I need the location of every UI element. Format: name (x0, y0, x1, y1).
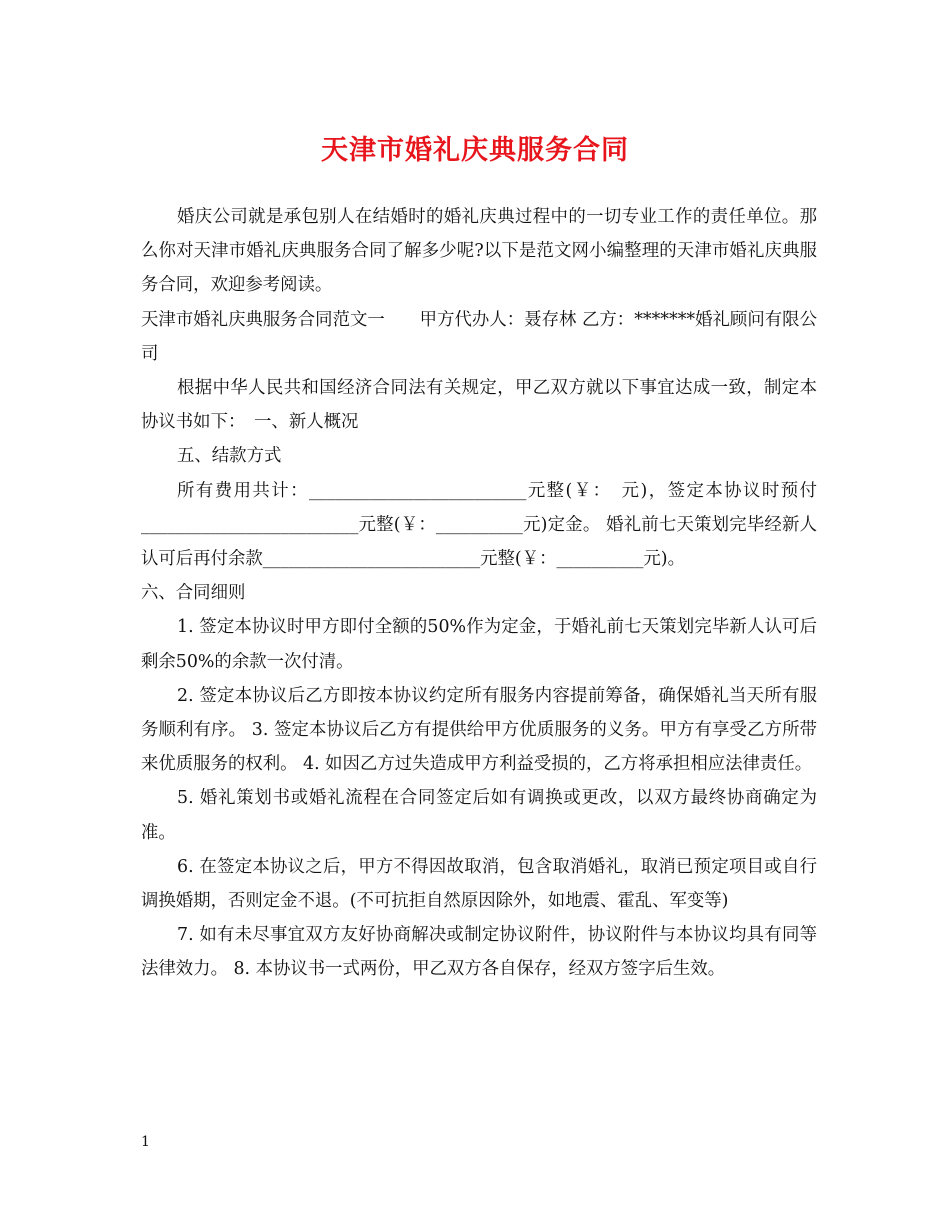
clause-2-4: 2. 签定本协议后乙方即按本协议约定所有服务内容提前筹备，确保婚礼当天所有服务顺利有序。 3. 签定本协议后乙方有提供给甲方优质服务的义务。甲方有享受乙方所带来优质服务的权利。 4. 如因乙方过失造成甲方利益受损的，乙方将承担相应法律责任。 (141, 685, 817, 775)
paragraph-preamble: 根据中华人民共和国经济合同法有关规定，甲乙双方就以下事宜达成一致，制定本协议书如下： 一、新人概况 (141, 378, 817, 433)
page-number: 1 (141, 1134, 150, 1150)
section-heading-payment: 五、结款方式 (177, 446, 282, 467)
clause-1: 1. 签定本协议时甲方即付全额的50%作为定金，于婚礼前七天策划完毕新人认可后剩余50%的余款一次付清。 (141, 617, 817, 672)
clause-7-8: 7. 如有未尽事宜双方友好协商解决或制定协议附件，协议附件与本协议均具有同等法律效力。 8. 本协议书一式两份，甲乙双方各自保存，经双方签字后生效。 (141, 925, 817, 980)
paragraph-intro: 婚庆公司就是承包别人在结婚时的婚礼庆典过程中的一切专业工作的责任单位。那么你对天津市婚礼庆典服务合同了解多少呢?以下是范文网小编整理的天津市婚礼庆典服务合同，欢迎参考阅读。 (141, 207, 817, 296)
document-title: 天津市婚礼庆典服务合同 (321, 135, 629, 166)
paragraph-parties: 天津市婚礼庆典服务合同范文一 甲方代办人：聂存林 乙方：*******婚礼顾问有限公司 (141, 309, 817, 364)
document-body (141, 200, 817, 987)
clause-6: 6. 在签定本协议之后，甲方不得因故取消，包含取消婚礼，取消已预定项目或自行调换婚期，否则定金不退。(不可抗拒自然原因除外，如地震、霍乱、军变等) (141, 856, 817, 912)
clause-5: 5. 婚礼策划书或婚礼流程在合同签定后如有调换或更改，以双方最终协商确定为准。 (141, 788, 817, 843)
section-heading-details: 六、合同细则 (141, 583, 246, 604)
paragraph-payment-terms: 所有费用共计：_________________________元整(￥： 元)，签定本协议时预付_________________________元整(￥：__________元)定金。 婚礼前七天策划完毕经新人认可后再付余款_________________________元整(￥：__________元)。 (141, 480, 817, 570)
